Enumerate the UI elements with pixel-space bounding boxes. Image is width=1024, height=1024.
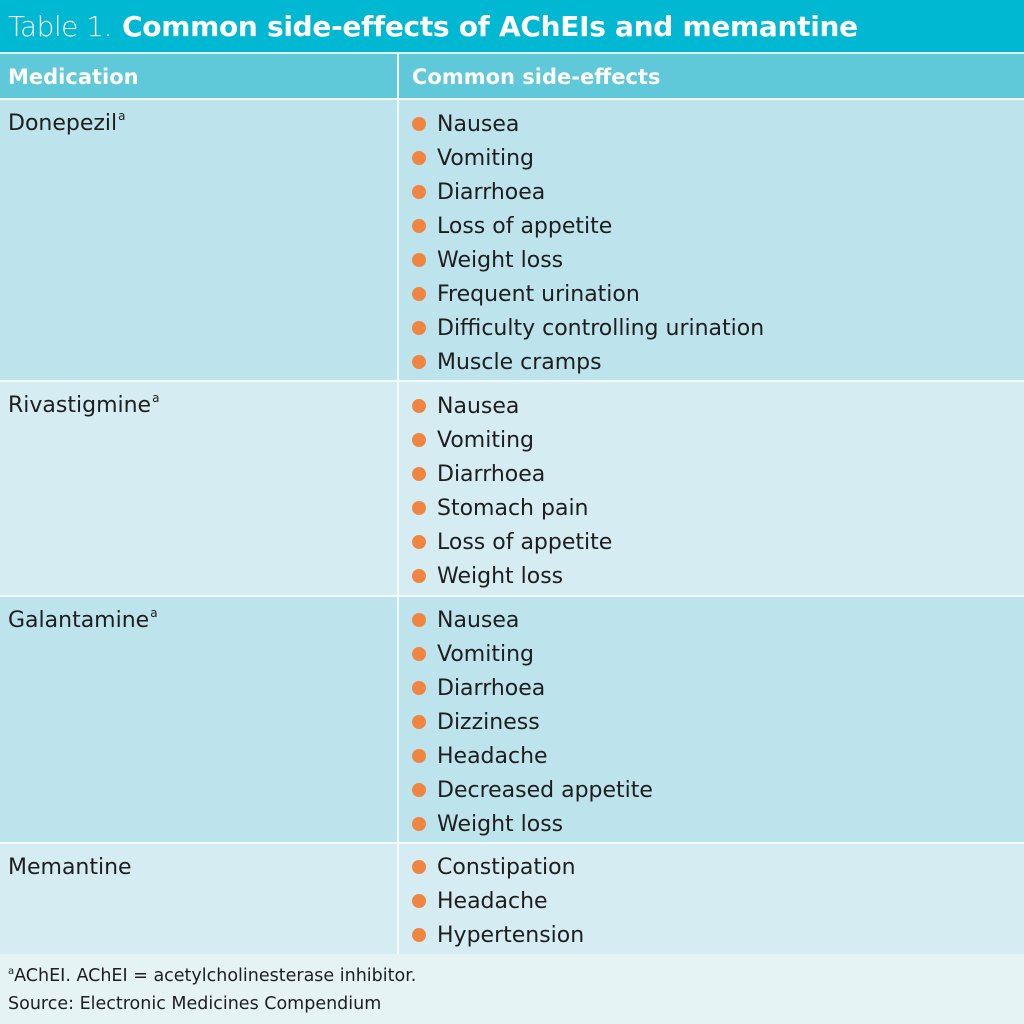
bullet-icon	[412, 894, 426, 908]
bullet-icon	[412, 117, 426, 131]
side-effect-text: Headache	[437, 743, 548, 769]
table-title-prefix: Table 1.	[8, 9, 113, 43]
side-effect-text: Weight loss	[437, 247, 564, 273]
side-effect-item	[412, 739, 653, 773]
side-effect-text: Loss of appetite	[437, 529, 613, 555]
medication-name: Donepezil	[8, 111, 118, 136]
side-effect-text: Hypertension	[437, 922, 585, 948]
side-effect-item	[412, 277, 764, 311]
column-header-medication: Medication	[8, 65, 139, 89]
bullet-icon	[412, 185, 426, 199]
side-effect-text: Frequent urination	[437, 281, 640, 307]
bullet-icon	[412, 535, 426, 549]
side-effect-text: Weight loss	[437, 563, 564, 589]
bullet-icon	[412, 287, 426, 301]
table-row	[0, 100, 1024, 380]
side-effect-item	[412, 423, 612, 457]
side-effect-item	[412, 345, 764, 379]
column-divider	[397, 54, 399, 954]
bullet-icon	[412, 151, 426, 165]
bullet-icon	[412, 681, 426, 695]
table-row	[0, 597, 1024, 842]
medication-superscript: a	[152, 391, 160, 405]
bullet-icon	[412, 783, 426, 797]
bullet-icon	[412, 860, 426, 874]
side-effect-text: Dizziness	[437, 709, 540, 735]
footnote-abbreviation	[8, 966, 416, 986]
side-effect-item	[412, 807, 653, 841]
side-effect-item	[412, 175, 764, 209]
column-header-side-effects: Common side-effects	[412, 65, 661, 89]
bullet-icon	[412, 399, 426, 413]
medication-name: Memantine	[8, 855, 132, 880]
bullet-icon	[412, 501, 426, 515]
table-header-row	[0, 54, 1024, 98]
side-effect-item	[412, 637, 653, 671]
side-effect-text: Vomiting	[437, 427, 534, 453]
table-footnote	[0, 956, 1024, 1024]
table-row	[0, 382, 1024, 595]
side-effect-item	[412, 389, 612, 423]
side-effect-text: Nausea	[437, 393, 520, 419]
table-title	[0, 0, 1024, 52]
side-effects-list	[412, 107, 764, 379]
side-effect-text: Nausea	[437, 607, 520, 633]
medication-cell	[8, 608, 158, 633]
side-effect-item	[412, 141, 764, 175]
bullet-icon	[412, 569, 426, 583]
header-divider	[0, 98, 1024, 100]
side-effect-text: Nausea	[437, 111, 520, 137]
bullet-icon	[412, 613, 426, 627]
side-effect-text: Diarrhoea	[437, 675, 546, 701]
bullet-icon	[412, 817, 426, 831]
bullet-icon	[412, 355, 426, 369]
side-effect-item	[412, 884, 584, 918]
medication-superscript: a	[118, 109, 126, 123]
footnote-source: Source: Electronic Medicines Compendium	[8, 994, 382, 1014]
side-effect-text: Constipation	[437, 854, 576, 880]
bullet-icon	[412, 928, 426, 942]
medication-cell	[8, 855, 132, 880]
side-effect-item	[412, 525, 612, 559]
bullet-icon	[412, 467, 426, 481]
medication-cell	[8, 111, 126, 136]
side-effect-item	[412, 243, 764, 277]
bullet-icon	[412, 647, 426, 661]
side-effect-item	[412, 457, 612, 491]
side-effect-text: Diarrhoea	[437, 461, 546, 487]
side-effects-list	[412, 389, 612, 593]
bullet-icon	[412, 321, 426, 335]
side-effect-text: Diarrhoea	[437, 179, 546, 205]
side-effects-list	[412, 850, 584, 952]
side-effect-item	[412, 491, 612, 525]
side-effect-text: Headache	[437, 888, 548, 914]
medication-superscript: a	[150, 606, 158, 620]
bullet-icon	[412, 253, 426, 267]
medication-name: Galantamine	[8, 608, 150, 633]
side-effect-item	[412, 603, 653, 637]
side-effect-item	[412, 671, 653, 705]
medication-cell	[8, 393, 159, 418]
side-effects-list	[412, 603, 653, 841]
table-title-main: Common side-effects of AChEIs and memantine	[122, 9, 858, 43]
side-effect-text: Loss of appetite	[437, 213, 613, 239]
side-effect-text: Muscle cramps	[437, 349, 602, 375]
side-effect-text: Difficulty controlling urination	[437, 315, 765, 341]
bullet-icon	[412, 219, 426, 233]
footnote-superscript: a	[8, 966, 15, 977]
footnote-text: AChEI. AChEI = acetylcholinesterase inhibitor.	[14, 966, 417, 986]
side-effect-text: Decreased appetite	[437, 777, 653, 803]
bullet-icon	[412, 715, 426, 729]
table-row	[0, 844, 1024, 954]
side-effect-item	[412, 705, 653, 739]
side-effect-item	[412, 107, 764, 141]
side-effect-text: Vomiting	[437, 641, 534, 667]
side-effect-item	[412, 918, 584, 952]
side-effect-item	[412, 773, 653, 807]
medication-name: Rivastigmine	[8, 393, 152, 418]
bullet-icon	[412, 433, 426, 447]
bullet-icon	[412, 749, 426, 763]
side-effect-item	[412, 850, 584, 884]
side-effect-text: Weight loss	[437, 811, 564, 837]
side-effect-item	[412, 559, 612, 593]
side-effect-text: Vomiting	[437, 145, 534, 171]
side-effect-item	[412, 209, 764, 243]
side-effect-text: Stomach pain	[437, 495, 589, 521]
side-effect-item	[412, 311, 764, 345]
